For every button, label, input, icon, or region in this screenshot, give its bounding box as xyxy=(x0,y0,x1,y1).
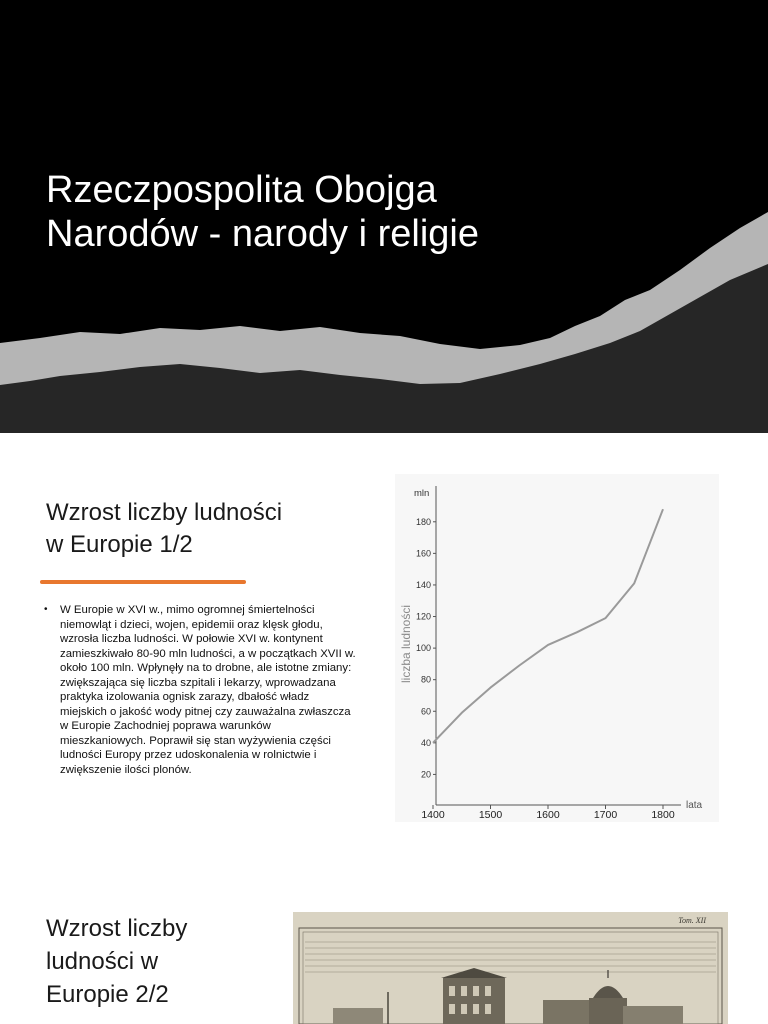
accent-underline xyxy=(40,580,246,584)
y-tick-label: 80 xyxy=(420,674,431,685)
population-chart-svg xyxy=(395,474,719,822)
bullet-item xyxy=(44,603,356,777)
bullet-list xyxy=(44,603,356,777)
slide3-title-line-1: Wzrost liczby xyxy=(46,915,188,942)
x-tick-label: 1600 xyxy=(536,809,560,821)
slide2-title-line-1: Wzrost liczby ludności xyxy=(46,499,283,526)
slide3-title-line-3: Europie 2/2 xyxy=(46,981,169,1008)
x-tick-label: 1700 xyxy=(593,809,618,821)
x-tick-label: 1400 xyxy=(421,809,445,821)
bullet-dot-icon: • xyxy=(44,604,48,615)
y-tick-label: 100 xyxy=(415,643,431,654)
population-chart xyxy=(395,474,719,822)
y-tick-label: 40 xyxy=(420,737,431,748)
y-tick-label: 120 xyxy=(415,611,431,622)
engraving-illustration xyxy=(293,912,728,1024)
y-tick-label: 20 xyxy=(420,769,431,780)
x-axis-label: lata xyxy=(686,800,703,811)
engraving-main-building xyxy=(443,978,505,1024)
title-line-2: Narodów - narody i religie xyxy=(46,213,479,255)
slide2-title-line-2: w Europie 1/2 xyxy=(46,531,193,558)
y-tick-label: 60 xyxy=(420,706,431,717)
title-line-1: Rzeczpospolita Obojga xyxy=(46,169,437,211)
engraving-dome xyxy=(593,986,623,998)
y-axis-label: liczba ludności xyxy=(399,604,413,684)
x-tick-label: 1800 xyxy=(651,809,675,821)
y-tick-label: 140 xyxy=(415,579,431,590)
historical-engraving-image xyxy=(293,912,728,1024)
plate-label: Tom. XII xyxy=(678,916,706,925)
slide3-title-line-2: ludności w xyxy=(46,948,159,975)
title-slide xyxy=(0,0,768,433)
slide3-title xyxy=(46,912,246,1011)
bullet-text: W Europie w XVI w., mimo ogromnej śmiertelności niemowląt i dzieci, wojen, epidemii oraz klęsk głodu, wzrosła liczba ludności. W połowie XVI w. kontynent zamieszkiwało 80-90 mln ludności, a w początkach XVII w. około 100 mln. Wpłynęły na to drobne, ale istotne zmiany: zwiększająca się liczba szpitali i lekarzy, wprowadzana praktyka izolowania ognisk zarazy, dbałość władz miejskich o jakość wody pitnej czy zauważalna zwłaszcza w Europie Zachodniej poprawa warunków mieszkaniowych. Poprawił się stan wyżywienia części ludności Europy przez udoskonalenia w rolnictwie i zwiększenie ilości plonów. xyxy=(60,604,356,776)
x-tick-label: 1500 xyxy=(478,809,503,821)
y-unit-label: mln xyxy=(414,488,430,499)
presentation-title xyxy=(46,168,686,256)
population-series-line xyxy=(433,509,663,743)
y-tick-label: 180 xyxy=(415,516,431,527)
y-tick-label: 160 xyxy=(415,548,431,559)
slide2-title xyxy=(46,497,366,561)
